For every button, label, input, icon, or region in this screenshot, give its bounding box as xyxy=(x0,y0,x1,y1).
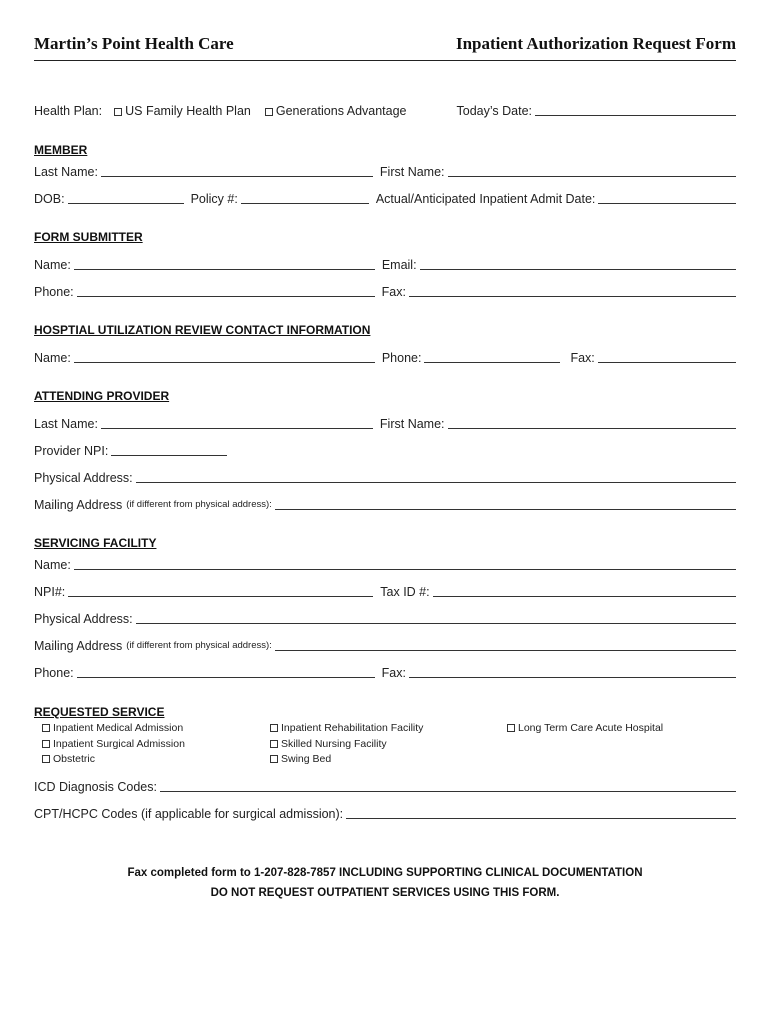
submitter-fax-field[interactable] xyxy=(409,296,736,297)
service-option-label: Obstetric xyxy=(53,753,96,765)
hospital-fax-field[interactable] xyxy=(598,362,736,363)
provider-npi-row xyxy=(34,442,736,458)
facility-npi-row xyxy=(34,583,736,599)
member-first-name-field[interactable] xyxy=(448,176,736,177)
provider-physical-row xyxy=(34,469,736,485)
facility-mailing-note: (if different from physical address): xyxy=(126,640,272,651)
member-name-row xyxy=(34,163,736,179)
plan-option-usfhp-label: US Family Health Plan xyxy=(125,104,251,118)
hospital-name-label: Name: xyxy=(34,351,71,365)
plan-option-generations-label: Generations Advantage xyxy=(275,104,407,118)
service-option-label: Inpatient Surgical Admission xyxy=(53,738,185,750)
facility-fax-field[interactable] xyxy=(409,677,736,678)
facility-name-label: Name: xyxy=(34,558,71,572)
member-last-name-label: Last Name: xyxy=(34,165,98,179)
submitter-name-field[interactable] xyxy=(74,269,375,270)
service-option-inpatient-surgical[interactable] xyxy=(42,738,185,750)
submitter-heading: FORM SUBMITTER xyxy=(34,230,143,244)
service-option-label: Skilled Nursing Facility xyxy=(281,738,387,750)
provider-mailing-note: (if different from physical address): xyxy=(126,499,272,510)
outpatient-warning: DO NOT REQUEST OUTPATIENT SERVICES USING THIS FORM. xyxy=(210,887,560,899)
checkbox-skilled-nursing[interactable] xyxy=(270,740,278,748)
provider-npi-field[interactable] xyxy=(111,455,227,456)
facility-phone-row xyxy=(34,664,736,680)
provider-mailing-row xyxy=(34,496,736,512)
facility-npi-field[interactable] xyxy=(68,596,373,597)
checkbox-obstetric[interactable] xyxy=(42,755,50,763)
facility-mailing-row xyxy=(34,637,736,653)
provider-physical-label: Physical Address: xyxy=(34,471,133,485)
facility-npi-label: NPI#: xyxy=(34,585,66,599)
member-dob-row xyxy=(34,190,736,206)
provider-last-name-field[interactable] xyxy=(101,428,373,429)
service-option-label: Swing Bed xyxy=(281,753,332,765)
todays-date-field[interactable] xyxy=(535,115,736,116)
cpt-label: CPT/HCPC Codes (if applicable for surgical admission): xyxy=(34,807,344,821)
service-option-label: Long Term Care Acute Hospital xyxy=(518,722,664,734)
provider-physical-field[interactable] xyxy=(136,482,736,483)
facility-mailing-label: Mailing Address xyxy=(34,639,123,653)
cpt-field[interactable] xyxy=(346,818,736,819)
facility-mailing-field[interactable] xyxy=(275,650,736,651)
icd-field[interactable] xyxy=(160,791,736,792)
checkbox-rehab-facility[interactable] xyxy=(270,724,278,732)
submitter-fax-label: Fax: xyxy=(381,285,406,299)
form-header xyxy=(34,30,736,61)
facility-name-row xyxy=(34,556,736,572)
service-option-skilled-nursing[interactable] xyxy=(270,738,387,750)
facility-phone-field[interactable] xyxy=(77,677,375,678)
facility-tax-field[interactable] xyxy=(433,596,736,597)
submitter-phone-label: Phone: xyxy=(34,285,74,299)
submitter-phone-field[interactable] xyxy=(77,296,375,297)
provider-mailing-label: Mailing Address xyxy=(34,498,123,512)
icd-row xyxy=(34,778,736,794)
hospital-contact-row xyxy=(34,349,736,365)
submitter-phone-row xyxy=(34,283,736,299)
admit-date-label: Actual/Anticipated Inpatient Admit Date: xyxy=(375,192,596,206)
service-option-inpatient-medical[interactable] xyxy=(42,722,183,734)
health-plan-label: Health Plan: xyxy=(34,104,103,118)
provider-last-name-label: Last Name: xyxy=(34,417,98,431)
policy-label: Policy #: xyxy=(190,192,238,206)
checkbox-inpatient-surgical[interactable] xyxy=(42,740,50,748)
fax-instructions: Fax completed form to 1-207-828-7857 INCLUDING SUPPORTING CLINICAL DOCUMENTATION xyxy=(127,867,643,879)
hospital-name-field[interactable] xyxy=(74,362,375,363)
service-option-rehab-facility[interactable] xyxy=(270,722,423,734)
dob-label: DOB: xyxy=(34,192,65,206)
plan-option-usfhp[interactable] xyxy=(114,104,251,118)
facility-physical-field[interactable] xyxy=(136,623,736,624)
todays-date-label: Today’s Date: xyxy=(456,104,533,118)
checkbox-inpatient-medical[interactable] xyxy=(42,724,50,732)
service-option-ltc-acute[interactable] xyxy=(507,722,663,734)
service-option-swing-bed[interactable] xyxy=(270,753,331,765)
provider-heading: ATTENDING PROVIDER xyxy=(34,389,170,403)
facility-tax-label: Tax ID #: xyxy=(380,585,430,599)
facility-name-field[interactable] xyxy=(74,569,736,570)
admit-date-field[interactable] xyxy=(598,203,736,204)
form-title: Inpatient Authorization Request Form xyxy=(455,34,736,53)
checkbox-ltc-acute[interactable] xyxy=(507,724,515,732)
hospital-fax-label: Fax: xyxy=(570,351,595,365)
hospital-phone-label: Phone: xyxy=(381,351,422,365)
provider-mailing-field[interactable] xyxy=(275,509,736,510)
icd-label: ICD Diagnosis Codes: xyxy=(34,780,157,794)
submitter-email-field[interactable] xyxy=(420,269,736,270)
member-first-name-label: First Name: xyxy=(379,165,445,179)
service-option-label: Inpatient Rehabilitation Facility xyxy=(281,722,424,734)
submitter-name-row xyxy=(34,256,736,272)
facility-heading: SERVICING FACILITY xyxy=(34,536,157,550)
hospital-phone-field[interactable] xyxy=(424,362,560,363)
checkbox-generations[interactable] xyxy=(265,108,273,116)
hospital-heading: HOSPTIAL UTILIZATION REVIEW CONTACT INFORMATION xyxy=(34,323,371,337)
plan-option-generations[interactable] xyxy=(265,104,407,118)
policy-field[interactable] xyxy=(241,203,369,204)
member-last-name-field[interactable] xyxy=(101,176,373,177)
facility-fax-label: Fax: xyxy=(381,666,406,680)
provider-npi-label: Provider NPI: xyxy=(34,444,109,458)
provider-name-row xyxy=(34,415,736,431)
org-name: Martin’s Point Health Care xyxy=(34,34,234,53)
member-heading: MEMBER xyxy=(34,143,88,157)
submitter-name-label: Name: xyxy=(34,258,71,272)
facility-physical-row xyxy=(34,610,736,626)
checkbox-usfhp[interactable] xyxy=(114,108,122,116)
dob-field[interactable] xyxy=(68,203,184,204)
facility-phone-label: Phone: xyxy=(34,666,74,680)
facility-physical-label: Physical Address: xyxy=(34,612,133,626)
submitter-email-label: Email: xyxy=(381,258,417,272)
cpt-row xyxy=(34,805,736,821)
service-heading: REQUESTED SERVICE xyxy=(34,705,165,719)
provider-first-name-field[interactable] xyxy=(448,428,736,429)
service-option-obstetric[interactable] xyxy=(42,753,95,765)
checkbox-swing-bed[interactable] xyxy=(270,755,278,763)
provider-first-name-label: First Name: xyxy=(379,417,445,431)
service-option-label: Inpatient Medical Admission xyxy=(53,722,184,734)
health-plan-row xyxy=(34,102,736,118)
